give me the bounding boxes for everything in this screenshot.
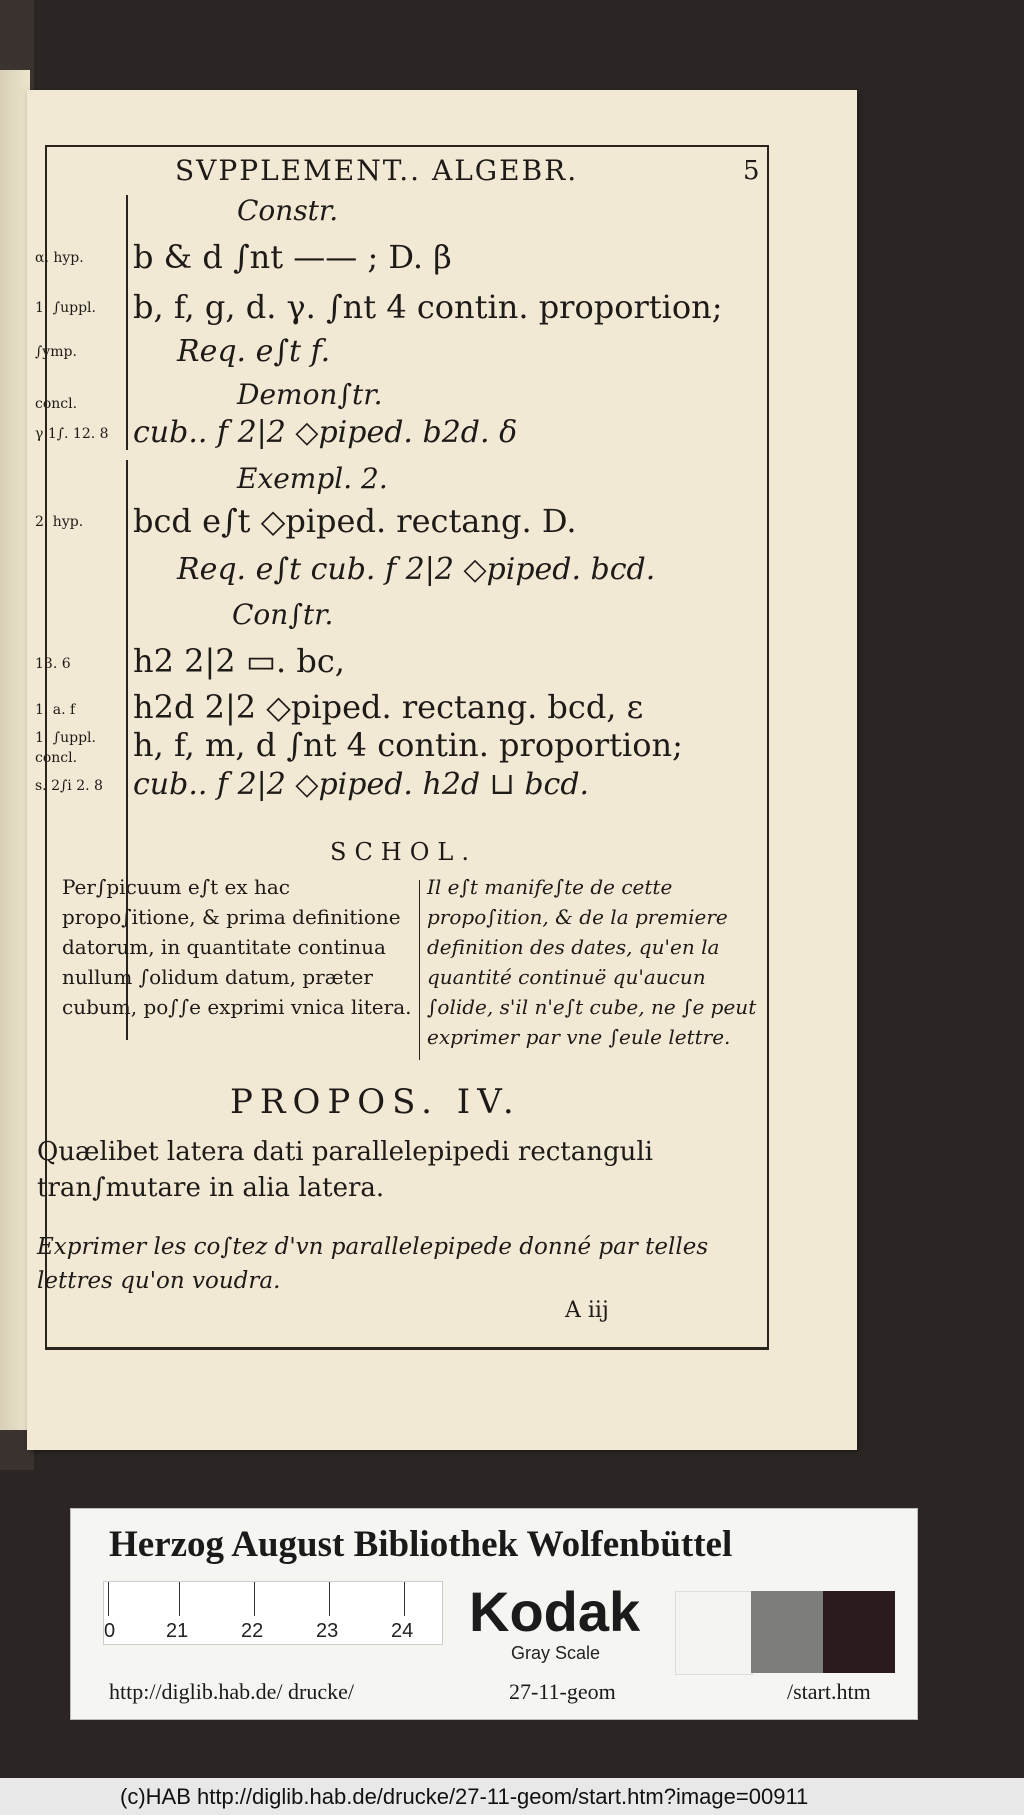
formula-line: cub.. f 2|2 ◇piped. h2d ⊔ bcd.	[133, 767, 590, 802]
margin-label: 2. hyp.	[35, 514, 84, 530]
propos-heading: PROPOS. IV.	[230, 1082, 521, 1122]
previous-page-edge	[0, 70, 30, 1430]
margin-label: α. hyp.	[35, 250, 84, 266]
signature-mark: A iij	[565, 1298, 609, 1323]
schol-heading: SCHOL.	[330, 838, 477, 866]
swatch-gray	[751, 1591, 823, 1673]
ruler-tick	[404, 1582, 405, 1616]
running-header: SVPPLEMENT.. ALGEBR.	[175, 154, 579, 187]
margin-label: 1. a. f	[35, 702, 76, 718]
swatch-black	[823, 1591, 895, 1673]
propos-latin-text: Quælibet latera dati parallelepipedi rectanguli tran∫mutare in alia latera.	[37, 1137, 653, 1203]
card-title: Herzog August Bibliothek Wolfenbüttel	[109, 1524, 733, 1565]
ruler-number: 21	[166, 1620, 189, 1642]
formula-line: h2d 2|2 ◇piped. rectang. bcd, ε	[133, 688, 644, 726]
ruler-tick	[254, 1582, 255, 1616]
margin-label: 1. ∫uppl.	[35, 300, 96, 316]
formula-line: bcd e∫t ◇piped. rectang. D.	[133, 502, 577, 540]
margin-label: s. 2∫i 2. 8	[35, 778, 103, 794]
column-divider	[419, 880, 420, 1060]
margin-label: ∫ymp.	[35, 344, 77, 360]
ruler-number: 24	[391, 1620, 414, 1642]
schol-french-text: Il e∫t manife∫te de cette propo∫ition, & de la premiere definition des dates, qu'en la quantité continuë qu'aucun ∫olide, s'il n'e∫t cube, ne ∫e peut exprimer par vne ∫eule lettre.	[427, 875, 757, 1049]
margin-label: concl.	[35, 396, 78, 412]
url-left: http://diglib.hab.de/ drucke/	[109, 1679, 355, 1704]
swatch-white	[675, 1591, 753, 1675]
ruler-number: 23	[316, 1620, 339, 1642]
formula-line: cub.. f 2|2 ◇piped. b2d. δ	[133, 415, 518, 450]
color-reference-card	[70, 1508, 918, 1720]
margin-rule-1	[126, 195, 128, 450]
schol-latin-text: Per∫picuum e∫t ex hac propo∫itione, & prima definitione datorum, in quantitate continua nullum ∫olidum datum, præter cubum, po∫∫e exprimi vnica litera.	[62, 875, 412, 1019]
url-middle: 27-11-geom	[509, 1679, 616, 1704]
book-page	[27, 90, 857, 1450]
ruler	[103, 1581, 443, 1645]
formula-line: Req. e∫t cub. f 2|2 ◇piped. bcd.	[177, 552, 656, 587]
formula-line: h, f, m, d ∫nt 4 contin. proportion;	[133, 726, 683, 764]
margin-label: concl.	[35, 750, 78, 766]
ruler-tick	[179, 1582, 180, 1616]
constr-heading-2: Con∫tr.	[232, 598, 334, 631]
formula-line: b, f, g, d. γ. ∫nt 4 contin. proportion;	[133, 288, 723, 326]
url-right: /start.htm	[787, 1679, 871, 1704]
formula-line: b & d ∫nt —— ; D. β	[133, 238, 452, 276]
ruler-tick	[108, 1582, 109, 1616]
ruler-number: 22	[241, 1620, 264, 1642]
exempl-heading: Exempl. 2.	[237, 462, 388, 495]
margin-label: 13. 6	[35, 656, 71, 672]
constr-heading: Constr.	[237, 194, 339, 227]
kodak-logo: Kodak	[469, 1580, 641, 1643]
formula-line: Req. e∫t f.	[177, 334, 331, 369]
gray-scale-label: Gray Scale	[511, 1643, 601, 1663]
ruler-tick	[329, 1582, 330, 1616]
formula-line: h2 2|2 ▭. bc,	[133, 642, 345, 680]
demonstr-heading: Demon∫tr.	[237, 378, 383, 411]
page-number: 5	[743, 156, 760, 186]
footer-copyright-url: (c)HAB http://diglib.hab.de/drucke/27-11-geom/start.htm?image=00911	[120, 1784, 809, 1809]
ruler-number: 0	[104, 1620, 116, 1642]
propos-french-text: Exprimer les co∫tez d'vn parallelepipede donné par telles lettres qu'on voudra.	[37, 1234, 709, 1294]
margin-label: γ 1∫. 12. 8	[35, 426, 109, 442]
margin-label: 1. ∫uppl.	[35, 730, 96, 746]
footer-bar	[0, 1778, 1024, 1815]
